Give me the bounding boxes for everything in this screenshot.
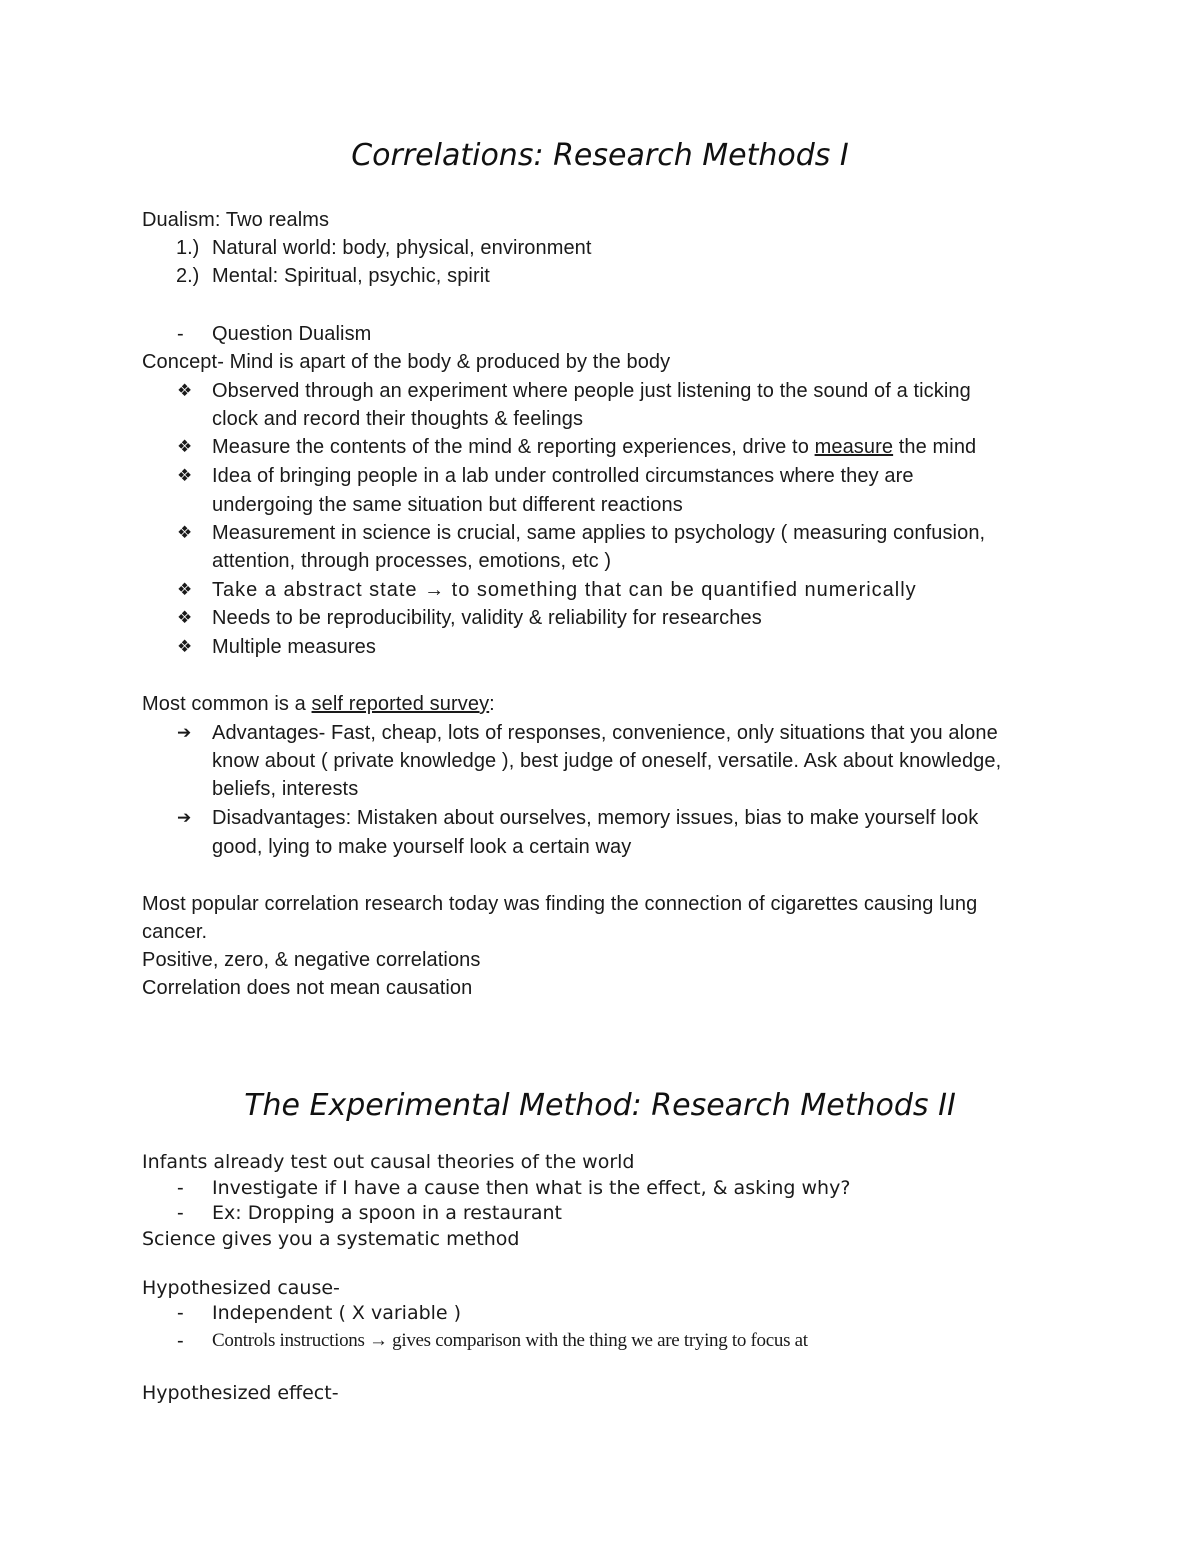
list-item-continuation: good, lying to make yourself look a certain way bbox=[212, 836, 632, 858]
underlined-term: measure bbox=[814, 436, 894, 458]
list-item: Idea of bringing people in a lab under controlled circumstances where they are bbox=[212, 465, 914, 487]
paragraph-line: Science gives you a systematic method bbox=[142, 1228, 520, 1250]
list-item: Mental: Spiritual, psychic, spirit bbox=[212, 265, 490, 287]
list-item bbox=[212, 433, 976, 461]
dash-marker: - bbox=[177, 1177, 184, 1199]
list-item: Independent ( X variable ) bbox=[212, 1302, 462, 1324]
list-item: Needs to be reproducibility, validity & reliability for researches bbox=[212, 607, 762, 629]
diamond-bullet-icon: ❖ bbox=[177, 523, 193, 542]
list-item: Take a abstract state → to something that can be quantified numerically bbox=[212, 579, 917, 601]
dash-marker: - bbox=[177, 1302, 184, 1324]
text-segment: Most common is a bbox=[142, 693, 312, 715]
diamond-bullet-icon: ❖ bbox=[177, 381, 193, 400]
list-item-continuation: beliefs, interests bbox=[212, 778, 359, 800]
list-item: Measurement in science is crucial, same applies to psychology ( measuring confusion, bbox=[212, 522, 986, 544]
cause-heading: Hypothesized cause- bbox=[142, 1277, 340, 1299]
concept-line: Concept- Mind is apart of the body & produced by the body bbox=[142, 351, 671, 373]
list-item-continuation: clock and record their thoughts & feelings bbox=[212, 408, 584, 430]
diamond-bullet-icon: ❖ bbox=[177, 608, 193, 627]
paragraph-line: Correlation does not mean causation bbox=[142, 977, 473, 999]
list-item: Question Dualism bbox=[212, 323, 372, 345]
list-item: Disadvantages: Mistaken about ourselves, memory issues, bias to make yourself look bbox=[212, 807, 979, 829]
list-item: Natural world: body, physical, environment bbox=[212, 237, 592, 259]
list-item-continuation: know about ( private knowledge ), best judge of oneself, versatile. Ask about knowledge, bbox=[212, 750, 1002, 772]
list-number: 1.) bbox=[176, 237, 200, 259]
paragraph-line: Most popular correlation research today was finding the connection of cigarettes causing lung bbox=[142, 893, 978, 915]
survey-line bbox=[142, 690, 495, 718]
paragraph-line: Infants already test out causal theories of the world bbox=[142, 1151, 635, 1173]
dash-marker: - bbox=[177, 323, 184, 345]
underlined-term: self reported survey bbox=[311, 693, 490, 715]
section-title-correlations: Correlations: Research Methods I bbox=[351, 138, 849, 173]
diamond-bullet-icon: ❖ bbox=[177, 466, 193, 485]
list-item-continuation: undergoing the same situation but different reactions bbox=[212, 494, 683, 516]
text-segment: Measure the contents of the mind & reporting experiences, drive to bbox=[212, 436, 815, 458]
list-item: Observed through an experiment where people just listening to the sound of a ticking bbox=[212, 380, 971, 402]
diamond-bullet-icon: ❖ bbox=[177, 437, 193, 456]
text-segment: the mind bbox=[893, 436, 977, 458]
diamond-bullet-icon: ❖ bbox=[177, 637, 193, 656]
list-item: Multiple measures bbox=[212, 636, 376, 658]
diamond-bullet-icon: ❖ bbox=[177, 580, 193, 599]
list-item: Investigate if I have a cause then what is the effect, & asking why? bbox=[212, 1177, 851, 1199]
dualism-heading: Dualism: Two realms bbox=[142, 209, 330, 231]
text-segment: : bbox=[489, 693, 495, 715]
list-item: Advantages- Fast, cheap, lots of responses, convenience, only situations that you alone bbox=[212, 722, 998, 744]
effect-heading: Hypothesized effect- bbox=[142, 1382, 339, 1404]
dash-marker: - bbox=[177, 1202, 184, 1224]
paragraph-line: cancer. bbox=[142, 921, 208, 943]
section-title-experimental: The Experimental Method: Research Methods II bbox=[244, 1088, 956, 1123]
list-item: Controls instructions → gives comparison with the thing we are trying to focus at bbox=[212, 1330, 808, 1351]
arrow-bullet-icon: ➔ bbox=[177, 808, 192, 827]
arrow-bullet-icon: ➔ bbox=[177, 723, 192, 742]
list-item-continuation: attention, through processes, emotions, etc ) bbox=[212, 550, 612, 572]
dash-marker: - bbox=[177, 1330, 184, 1352]
list-item: Ex: Dropping a spoon in a restaurant bbox=[212, 1202, 562, 1224]
paragraph-line: Positive, zero, & negative correlations bbox=[142, 949, 481, 971]
list-number: 2.) bbox=[176, 265, 200, 287]
